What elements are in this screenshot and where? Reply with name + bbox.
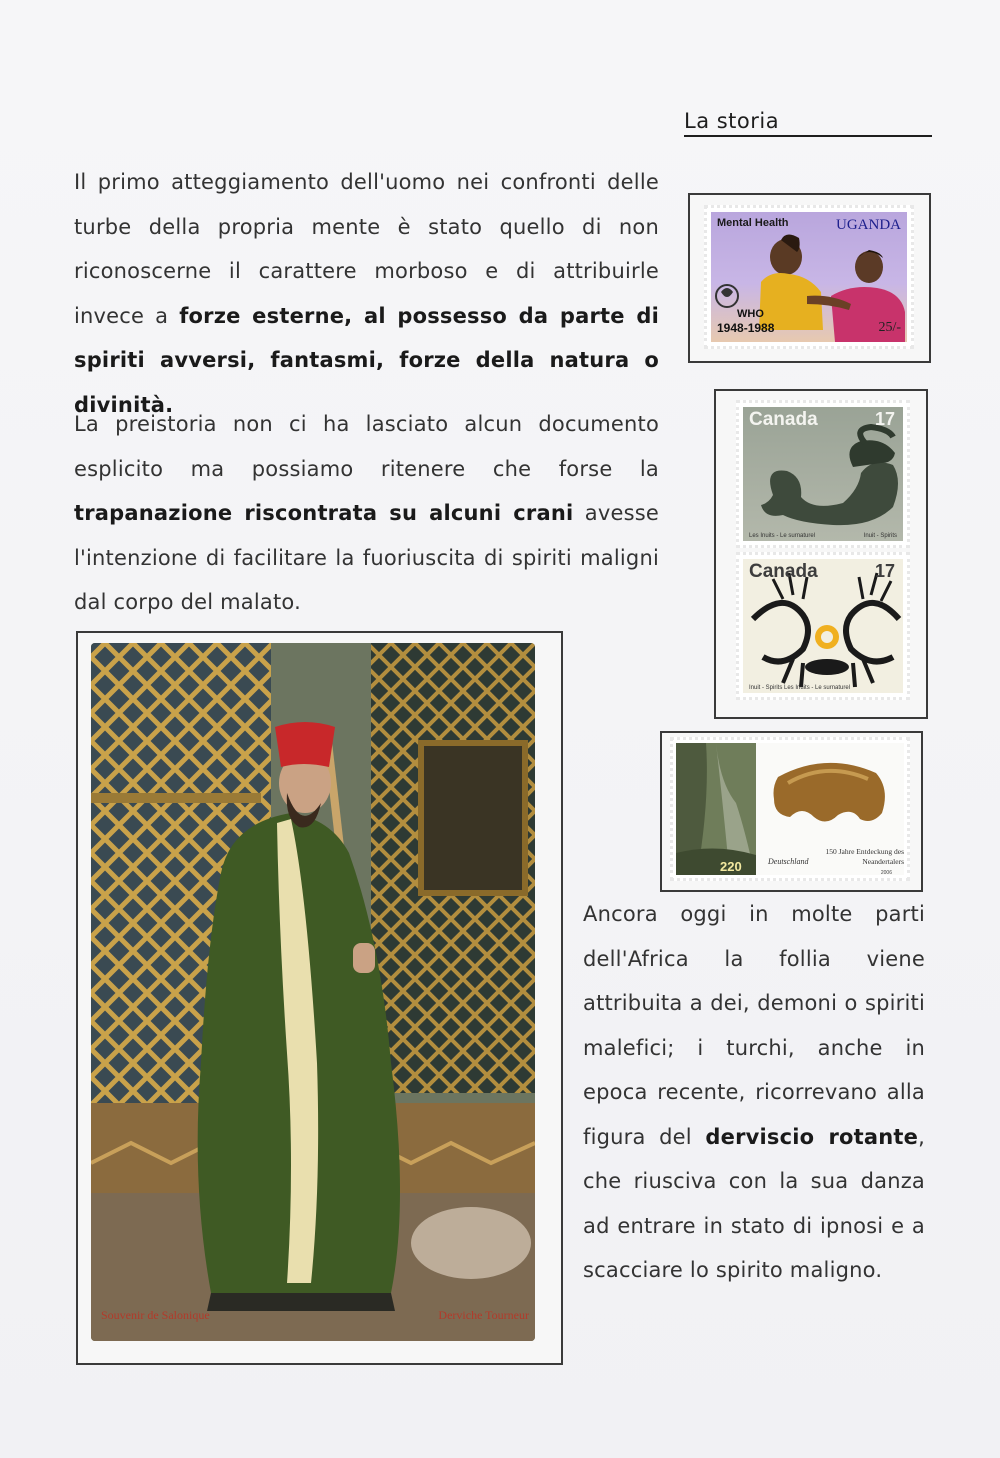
- germany-stamp-anniversary: 150 Jahre Entdeckung des: [825, 847, 904, 856]
- uganda-stamp-value: 25/-: [878, 320, 901, 335]
- paragraph-africa-bold: derviscio rotante: [705, 1124, 919, 1149]
- germany-stamp-subject: Neandertalers: [862, 857, 904, 866]
- germany-stamp: [670, 737, 910, 881]
- postcard-caption-right: Derviche Tourneur: [438, 1308, 529, 1322]
- canada-stamp-spirits: [736, 552, 910, 700]
- canada-stamp-spirits-country: Canada: [749, 561, 818, 582]
- canada-stamp-sculpture-country: Canada: [749, 409, 818, 430]
- uganda-stamp-country: UGANDA: [836, 217, 901, 233]
- paragraph-prehistory-bold: trapanazione riscontrata su alcuni crani: [74, 501, 574, 525]
- germany-stamp-design: [676, 743, 904, 875]
- canada-stamps-mount: [714, 389, 928, 719]
- uganda-stamp-years: 1948-1988: [717, 321, 775, 335]
- paragraph-africa-text-end: , che riusciva con la sua danza ad entrare in stato di ipnosi e a scacciare lo spirito maligno.: [583, 1124, 925, 1282]
- paragraph-africa-text: Ancora oggi in molte parti dell'Africa la follia viene attribuita a dei, demoni o spiriti malefici; i turchi, anche in epoca recente, ricorrevano alla figura del: [583, 902, 925, 1149]
- uganda-stamp-design: [711, 212, 907, 342]
- paragraph-intro-bold: forze esterne, al possesso da parte di spiriti avversi, fantasmi, forze della natura o divinità.: [74, 303, 659, 417]
- paragraph-intro: [74, 160, 659, 427]
- postcard-mount: [76, 631, 563, 1365]
- section-title: La storia: [684, 108, 932, 137]
- canada-stamp-sculpture-design: [743, 407, 903, 541]
- canada-stamp-spirits-value: 17: [874, 561, 895, 581]
- canada-stamp-sculpture-caption: Les Inuits - Le surnaturel: [749, 533, 816, 539]
- uganda-stamp-mount: [688, 193, 931, 363]
- paragraph-prehistory-text: La preistoria non ci ha lasciato alcun documento esplicito ma possiamo ritenere che forse la: [74, 412, 659, 481]
- paragraph-prehistory: [74, 402, 659, 625]
- dervish-postcard: [91, 643, 535, 1341]
- germany-stamp-country: Deutschland: [768, 857, 809, 866]
- germany-stamp-value: 220: [720, 859, 742, 874]
- canada-stamp-sculpture: [736, 400, 910, 548]
- paragraph-prehistory-text-end: avesse l'intenzione di facilitare la fuoriuscita di spiriti maligni dal corpo del malato.: [74, 501, 659, 614]
- postcard-caption-left: Souvenir de Salonique: [101, 1308, 210, 1322]
- uganda-stamp: [704, 205, 914, 349]
- paragraph-africa-dervish: [583, 892, 925, 1293]
- canada-stamp-sculpture-value: 17: [874, 409, 895, 429]
- uganda-stamp-org: WHO: [737, 308, 764, 320]
- germany-stamp-year: 2006: [880, 870, 892, 875]
- canada-stamp-spirits-caption: Inuit - Spirits Les Inuits - Le surnaturel: [749, 685, 851, 691]
- dervish-postcard-illustration: [91, 643, 535, 1341]
- canada-stamp-spirits-design: [743, 559, 903, 693]
- canada-stamp-sculpture-caption-right: Inuit - Spirits: [863, 533, 897, 539]
- germany-stamp-mount: [660, 731, 923, 892]
- paragraph-intro-text: Il primo atteggiamento dell'uomo nei confronti delle turbe della propria mente è stato quello di non riconoscerne il carattere morboso e di attribuirle invece a: [74, 170, 659, 328]
- uganda-stamp-label: Mental Health: [717, 217, 789, 229]
